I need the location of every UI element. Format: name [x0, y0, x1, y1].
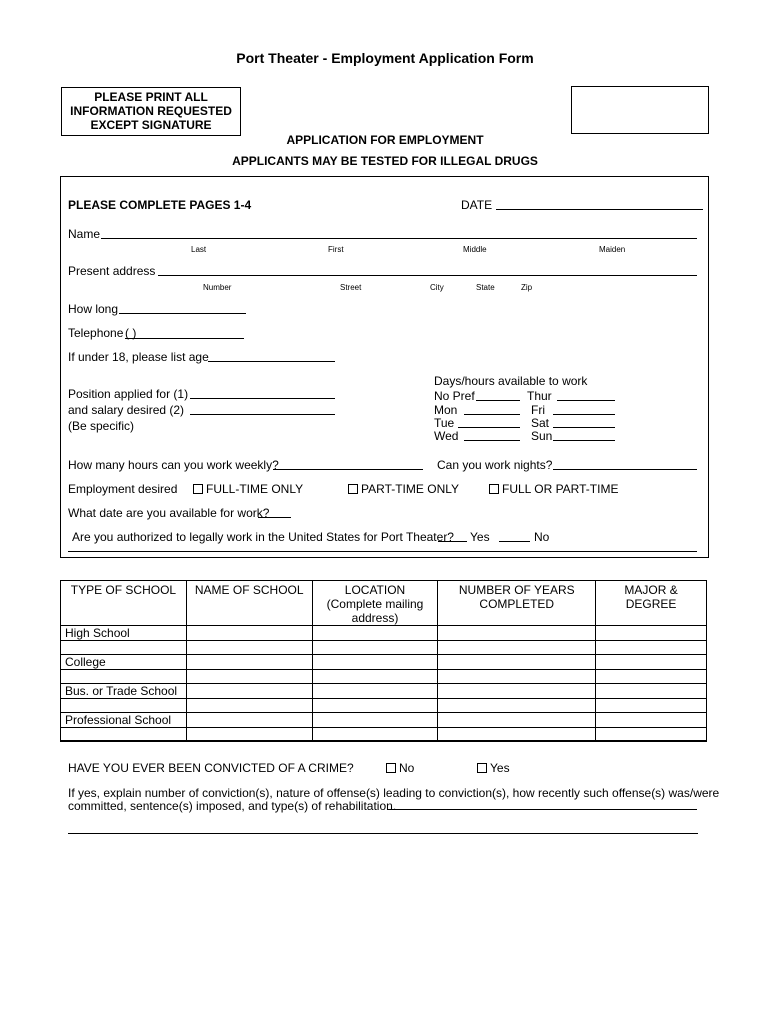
table-double-rule: [60, 740, 707, 741]
table-row: [61, 655, 707, 670]
table-cell[interactable]: [186, 655, 312, 670]
name-sub-first: First: [328, 245, 344, 254]
school-type-college: College: [61, 655, 187, 670]
crime-yes-checkbox[interactable]: Yes: [477, 761, 510, 775]
day-fri-label: Fri: [531, 403, 545, 417]
under18-field[interactable]: [208, 361, 335, 362]
table-cell[interactable]: [438, 626, 596, 641]
table-cell: [61, 670, 187, 684]
table-cell: [61, 699, 187, 713]
day-wed-field[interactable]: [464, 440, 520, 441]
table-cell[interactable]: [186, 641, 312, 655]
complete-pages-note: PLEASE COMPLETE PAGES 1-4: [68, 198, 252, 212]
table-cell[interactable]: [596, 641, 707, 655]
available-date-label: What date are you available for work?: [68, 506, 270, 520]
position-label-1: Position applied for (1): [68, 387, 189, 401]
authorized-no-label: No: [534, 530, 550, 544]
table-cell[interactable]: [438, 684, 596, 699]
address-label: Present address: [68, 264, 156, 278]
crime-no-checkbox[interactable]: No: [386, 761, 414, 775]
address-sub-city: City: [430, 283, 444, 292]
name-sub-last: Last: [191, 245, 207, 254]
day-no-pref-field[interactable]: [476, 400, 520, 401]
name-sub-maiden: Maiden: [599, 245, 626, 254]
day-tue-label: Tue: [434, 416, 455, 430]
table-row: [61, 684, 707, 699]
table-cell[interactable]: [312, 670, 438, 684]
crime-question: HAVE YOU EVER BEEN CONVICTED OF A CRIME?: [68, 761, 354, 775]
table-row: [61, 641, 707, 655]
crime-explain-line2: committed, sentence(s) imposed, and type(s) of rehabilitation.: [68, 799, 397, 813]
header-location: LOCATION (Complete mailing address): [312, 581, 438, 626]
address-sub-street: Street: [340, 283, 362, 292]
day-sat-field[interactable]: [553, 427, 615, 428]
nights-field[interactable]: [553, 469, 697, 470]
table-cell[interactable]: [312, 684, 438, 699]
employment-desired-label: Employment desired: [68, 482, 178, 496]
photo-box[interactable]: [571, 86, 709, 134]
header-type-of-school: TYPE OF SCHOOL: [61, 581, 187, 626]
name-label: Name: [68, 227, 101, 241]
days-header: Days/hours available to work: [434, 374, 588, 388]
how-long-label: How long: [68, 302, 119, 316]
hours-weekly-label: How many hours can you work weekly?: [68, 458, 279, 472]
header-years-completed: NUMBER OF YEARS COMPLETED: [438, 581, 596, 626]
day-fri-field[interactable]: [553, 414, 615, 415]
table-row: [61, 713, 707, 728]
section-divider: [68, 551, 697, 552]
position-field-2[interactable]: [190, 414, 335, 415]
table-cell[interactable]: [312, 713, 438, 728]
table-cell[interactable]: [186, 626, 312, 641]
table-row: [61, 626, 707, 641]
table-cell[interactable]: [312, 655, 438, 670]
authorized-yes-field[interactable]: [438, 541, 467, 542]
header-name-of-school: NAME OF SCHOOL: [186, 581, 312, 626]
table-cell[interactable]: [596, 684, 707, 699]
day-mon-field[interactable]: [464, 414, 520, 415]
day-mon-label: Mon: [434, 403, 458, 417]
crime-explain-line1: If yes, explain number of conviction(s), nature of offense(s) leading to conviction(s), how recently such offense(s) was/were: [68, 786, 720, 800]
nights-label: Can you work nights?: [437, 458, 553, 472]
authorized-yes-label: Yes: [470, 530, 490, 544]
table-cell[interactable]: [438, 699, 596, 713]
table-cell[interactable]: [186, 713, 312, 728]
day-sun-label: Sun: [531, 429, 553, 443]
position-field-1[interactable]: [190, 398, 335, 399]
hours-weekly-field[interactable]: [273, 469, 423, 470]
position-label-2: and salary desired (2): [68, 403, 185, 417]
table-cell[interactable]: [596, 670, 707, 684]
part-time-only-checkbox[interactable]: PART-TIME ONLY: [348, 482, 459, 496]
full-time-only-checkbox[interactable]: FULL-TIME ONLY: [193, 482, 303, 496]
header-major-degree: MAJOR & DEGREE: [596, 581, 707, 626]
table-cell[interactable]: [312, 699, 438, 713]
school-type-professional-school: Professional School: [61, 713, 187, 728]
address-field[interactable]: [158, 275, 697, 276]
subtitle-application: APPLICATION FOR EMPLOYMENT: [286, 133, 484, 147]
day-sun-field[interactable]: [553, 440, 615, 441]
print-notice: PLEASE PRINT ALL INFORMATION REQUESTED EXCEPT SIGNATURE: [61, 87, 241, 136]
table-cell[interactable]: [186, 684, 312, 699]
address-sub-number: Number: [203, 283, 232, 292]
table-cell[interactable]: [596, 699, 707, 713]
address-sub-state: State: [476, 283, 495, 292]
table-row: [61, 699, 707, 713]
full-or-part-time-checkbox[interactable]: FULL OR PART-TIME: [489, 482, 618, 496]
table-cell[interactable]: [438, 713, 596, 728]
telephone-field[interactable]: [125, 338, 244, 339]
position-label-3: (Be specific): [68, 419, 135, 433]
page-title: Port Theater - Employment Application Form: [236, 50, 534, 66]
table-cell[interactable]: [186, 699, 312, 713]
day-thur-field[interactable]: [557, 400, 615, 401]
date-label: DATE: [461, 198, 493, 212]
table-cell[interactable]: [312, 641, 438, 655]
day-no-pref-label: No Pref: [434, 389, 475, 403]
table-row: [61, 670, 707, 684]
how-long-field[interactable]: [119, 313, 246, 314]
school-type-high-school: High School: [61, 626, 187, 641]
table-cell[interactable]: [596, 626, 707, 641]
crime-explain-field-2[interactable]: [68, 833, 698, 834]
table-cell[interactable]: [186, 670, 312, 684]
telephone-area-code: ( ): [125, 326, 137, 340]
date-field[interactable]: [496, 209, 703, 210]
personal-info-section: [60, 176, 709, 558]
day-thur-label: Thur: [527, 389, 552, 403]
authorized-no-field[interactable]: [499, 541, 530, 542]
day-wed-label: Wed: [434, 429, 459, 443]
table-cell[interactable]: [596, 713, 707, 728]
table-cell[interactable]: [438, 641, 596, 655]
school-type-trade-school: Bus. or Trade School: [61, 684, 187, 699]
table-cell[interactable]: [596, 655, 707, 670]
available-date-field[interactable]: [258, 517, 291, 518]
name-sub-middle: Middle: [463, 245, 487, 254]
under18-label: If under 18, please list age: [68, 350, 209, 364]
day-tue-field[interactable]: [458, 427, 520, 428]
name-field[interactable]: [101, 238, 697, 239]
table-cell[interactable]: [438, 670, 596, 684]
education-header-row: [61, 581, 707, 626]
crime-explain-field-1[interactable]: [387, 809, 697, 810]
table-cell[interactable]: [312, 626, 438, 641]
subtitle-drug-test: APPLICANTS MAY BE TESTED FOR ILLEGAL DRUGS: [232, 154, 538, 168]
telephone-label: Telephone: [68, 326, 124, 340]
address-sub-zip: Zip: [521, 283, 533, 292]
table-cell: [61, 641, 187, 655]
table-cell[interactable]: [438, 655, 596, 670]
day-sat-label: Sat: [531, 416, 550, 430]
authorized-label: Are you authorized to legally work in the United States for Port Theater?: [72, 530, 454, 544]
education-table: [60, 580, 707, 742]
